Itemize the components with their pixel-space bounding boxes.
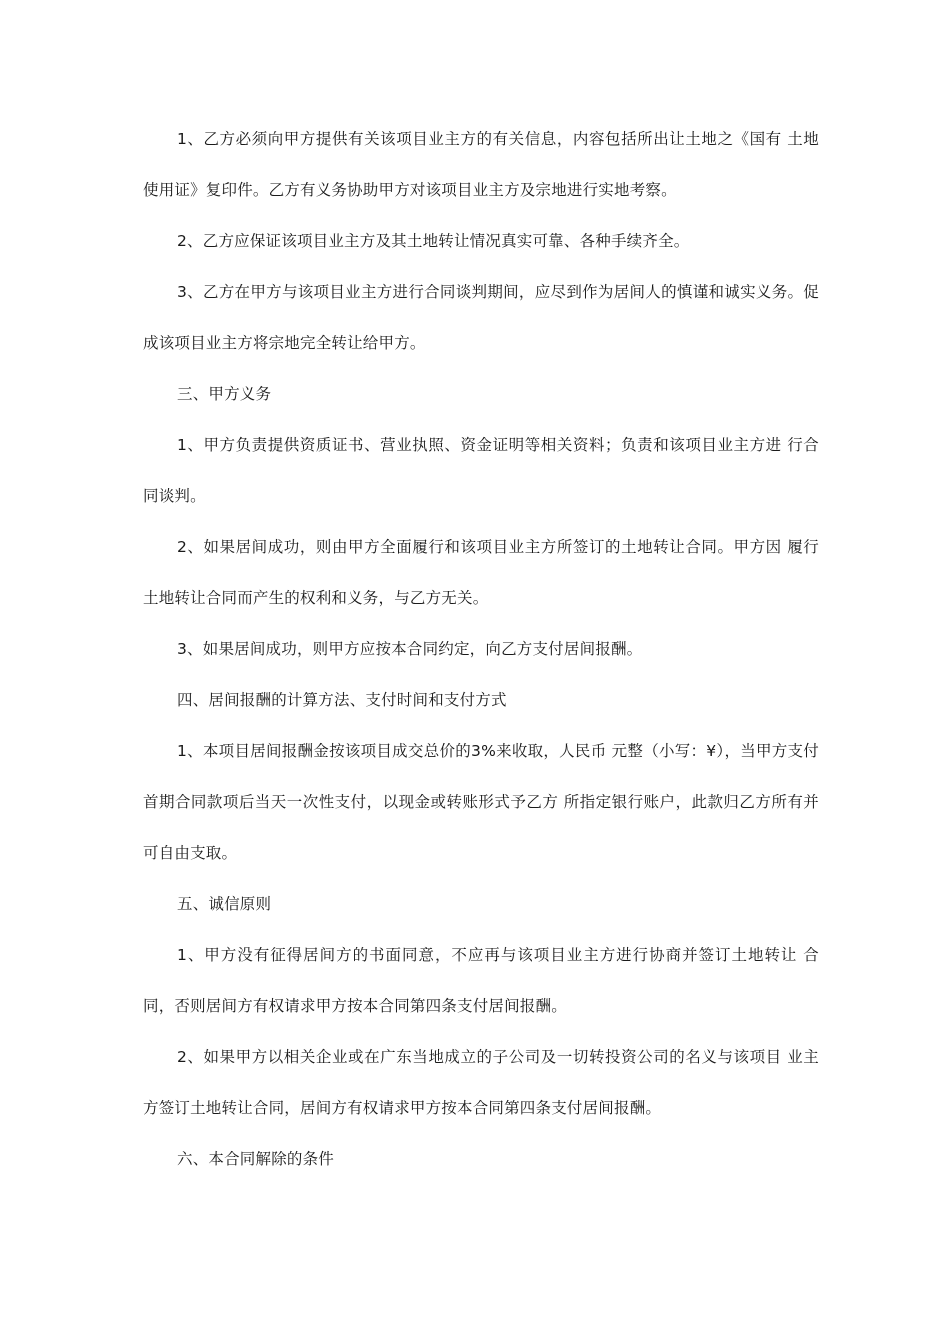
paragraph-fee-1: 1、本项目居间报酬金按该项目成交总价的3%来收取，人民币 元整（小写：¥），当甲方支付首期合同款项后当天一次性支付，以现金或转账形式予乙方 所指定银行账户，此款归乙方所有并可自由支取。 xyxy=(143,742,819,862)
section-heading-5: 五、诚信原则 xyxy=(177,895,272,913)
paragraph-party-a-duty-2: 2、如果居间成功，则由甲方全面履行和该项目业主方所签订的土地转让合同。甲方因 履行土地转让合同而产生的权利和义务，与乙方无关。 xyxy=(143,538,819,607)
paragraph-party-b-duty-1: 1、乙方必须向甲方提供有关该项目业主方的有关信息，内容包括所出让土地之《国有 土地使用证》复印件。乙方有义务协助甲方对该项目业主方及宗地进行实地考察。 xyxy=(143,130,819,199)
paragraph-good-faith-2: 2、如果甲方以相关企业或在广东当地成立的子公司及一切转投资公司的名义与该项目 业主方签订土地转让合同，居间方有权请求甲方按本合同第四条支付居间报酬。 xyxy=(143,1048,819,1117)
paragraph-party-b-duty-3: 3、乙方在甲方与该项目业主方进行合同谈判期间，应尽到作为居间人的慎谨和诚实义务。促成该项目业主方将宗地完全转让给甲方。 xyxy=(143,283,819,352)
section-heading-6: 六、本合同解除的条件 xyxy=(177,1150,335,1168)
section-heading-3: 三、甲方义务 xyxy=(177,385,272,403)
section-heading-4: 四、居间报酬的计算方法、支付时间和支付方式 xyxy=(177,691,507,709)
paragraph-good-faith-1: 1、甲方没有征得居间方的书面同意，不应再与该项目业主方进行协商并签订土地转让 合同，否则居间方有权请求甲方按本合同第四条支付居间报酬。 xyxy=(143,946,819,1015)
paragraph-party-a-duty-3: 3、如果居间成功，则甲方应按本合同约定，向乙方支付居间报酬。 xyxy=(177,640,643,658)
paragraph-party-a-duty-1: 1、甲方负责提供资质证书、营业执照、资金证明等相关资料；负责和该项目业主方进 行合同谈判。 xyxy=(143,436,819,505)
paragraph-party-b-duty-2: 2、乙方应保证该项目业主方及其土地转让情况真实可靠、各种手续齐全。 xyxy=(177,232,690,250)
